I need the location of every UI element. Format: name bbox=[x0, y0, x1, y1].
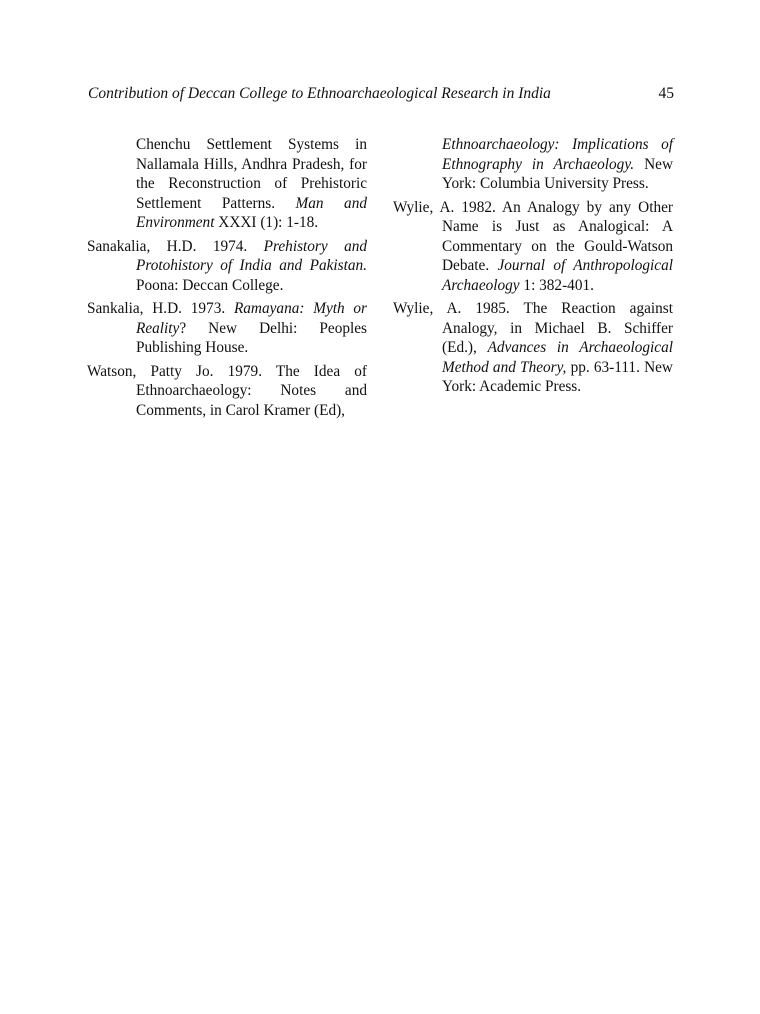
reference-text: Poona: Deccan College. bbox=[136, 276, 284, 294]
references-right-column bbox=[393, 135, 673, 401]
reference-text: Wylie, A. 1985. The Reaction against Analogy, in Michael B. Schiffer (Ed.), bbox=[393, 300, 673, 356]
reference-text: pp. 63-111. New York: Academic Press. bbox=[442, 358, 673, 395]
reference-entry bbox=[87, 135, 367, 233]
reference-entry bbox=[87, 362, 367, 421]
reference-journal-title: Man and Environment bbox=[136, 194, 367, 231]
reference-entry bbox=[393, 135, 673, 194]
reference-entry bbox=[87, 299, 367, 358]
reference-text: Wylie, A. 1982. An Analogy by any Other Name is Just as Analogical: A Commentary on the Gould-Watson Debate. bbox=[393, 198, 673, 274]
reference-book-title: Prehistory and Protohistory of India and Pakistan. bbox=[136, 237, 368, 274]
reference-book-title: Ramayana: Myth or Reality bbox=[136, 300, 367, 337]
page-number: 45 bbox=[658, 85, 674, 102]
reference-book-title: Advances in Archaeological Method and Theory, bbox=[442, 339, 673, 376]
running-head-title: Contribution of Deccan College to Ethnoarchaeological Research in India bbox=[88, 85, 551, 102]
reference-entry bbox=[87, 237, 367, 296]
reference-text: Watson, Patty Jo. 1979. The Idea of Ethnoarchaeology: Notes and Comments, in Carol Kramer (Ed), bbox=[87, 362, 367, 419]
reference-journal-title: Journal of Anthropological Archaeology bbox=[442, 257, 673, 294]
reference-entry bbox=[393, 198, 673, 296]
reference-text: ? New Delhi: Peoples Publishing House. bbox=[136, 319, 367, 356]
reference-text: XXXI (1): 1-18. bbox=[214, 214, 319, 231]
reference-text: New York: Columbia University Press. bbox=[442, 155, 673, 192]
reference-text: Sankalia, H.D. 1973. bbox=[87, 300, 234, 317]
reference-text: Chenchu Settlement Systems in Nallamala Hills, Andhra Pradesh, for the Reconstruction of Prehistoric Settlement Patterns. bbox=[136, 136, 367, 212]
reference-entry bbox=[393, 299, 673, 397]
references-left-column bbox=[87, 135, 367, 424]
reference-text: 1: 382-401. bbox=[519, 276, 594, 294]
reference-book-title: Ethnoarchaeology: Implications of Ethnography in Archaeology. bbox=[442, 136, 673, 173]
reference-text: Sanakalia, H.D. 1974. bbox=[87, 237, 264, 255]
